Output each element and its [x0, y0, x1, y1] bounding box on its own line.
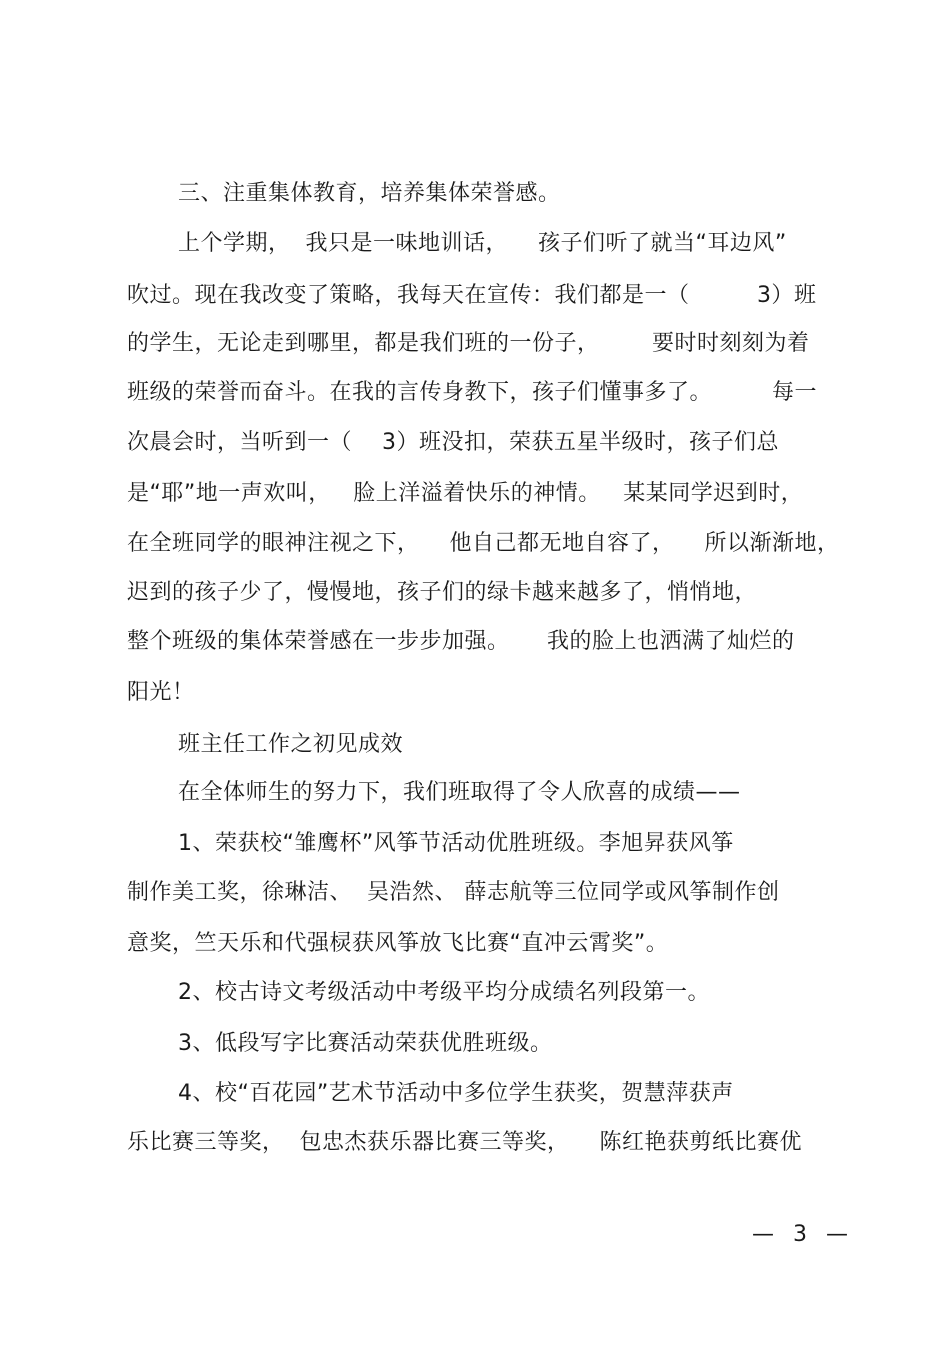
page-number: — 3 — — [752, 1222, 854, 1247]
paragraph-line: 迟到的孩子少了，慢慢地，孩子们的绿卡越来越多了，悄悄地， — [127, 580, 758, 605]
section-heading: 班主任工作之初见成效 — [178, 732, 404, 757]
list-item: 4、校“百花园”艺术节活动中多位学生获奖，贺慧萍获声 — [178, 1081, 734, 1106]
paragraph-line: 整个班级的集体荣誉感在一步步加强。 我的脸上也洒满了灿烂的 — [127, 629, 795, 654]
paragraph-line: 上个学期， 我只是一味地训话， 孩子们听了就当“耳边风” — [178, 231, 787, 256]
paragraph-line: 阳光！ — [127, 680, 195, 705]
list-item: 1、荣获校“雏鹰杯”风筝节活动优胜班级。李旭昇获风筝 — [178, 831, 734, 856]
list-item-continuation: 制作美工奖，徐琳洁、 吴浩然、 薛志航等三位同学或风筝制作创 — [127, 880, 780, 905]
paragraph-line: 班级的荣誉而奋斗。在我的言传身教下，孩子们懂事多了。 每一 — [127, 380, 817, 405]
paragraph-line: 在全班同学的眼神注视之下， 他自己都无地自容了， 所以渐渐地， — [127, 531, 840, 556]
paragraph-line: 在全体师生的努力下，我们班取得了令人欣喜的成绩—— — [178, 780, 741, 805]
paragraph-line: 的学生，无论走到哪里，都是我们班的一份子， 要时时刻刻为着 — [127, 331, 810, 356]
list-item: 3、低段写字比赛活动荣获优胜班级。 — [178, 1031, 553, 1056]
list-item: 2、校古诗文考级活动中考级平均分成绩名列段第一。 — [178, 980, 710, 1005]
paragraph-line: 次晨会时，当听到一（ 3）班没扣，荣获五星半级时，孩子们总 — [127, 430, 779, 455]
section-heading: 三、注重集体教育，培养集体荣誉感。 — [178, 181, 561, 206]
paragraph-line: 是“耶”地一声欢叫， 脸上洋溢着快乐的神情。 某某同学迟到时， — [127, 481, 804, 506]
list-item-continuation: 意奖，竺天乐和代强棂获风筝放飞比赛“直冲云霄奖”。 — [127, 931, 669, 956]
paragraph-line: 吹过。现在我改变了策略，我每天在宣传：我们都是一（ 3）班 — [127, 283, 817, 308]
list-item-continuation: 乐比赛三等奖， 包忠杰获乐器比赛三等奖， 陈红艳获剪纸比赛优 — [127, 1130, 802, 1155]
